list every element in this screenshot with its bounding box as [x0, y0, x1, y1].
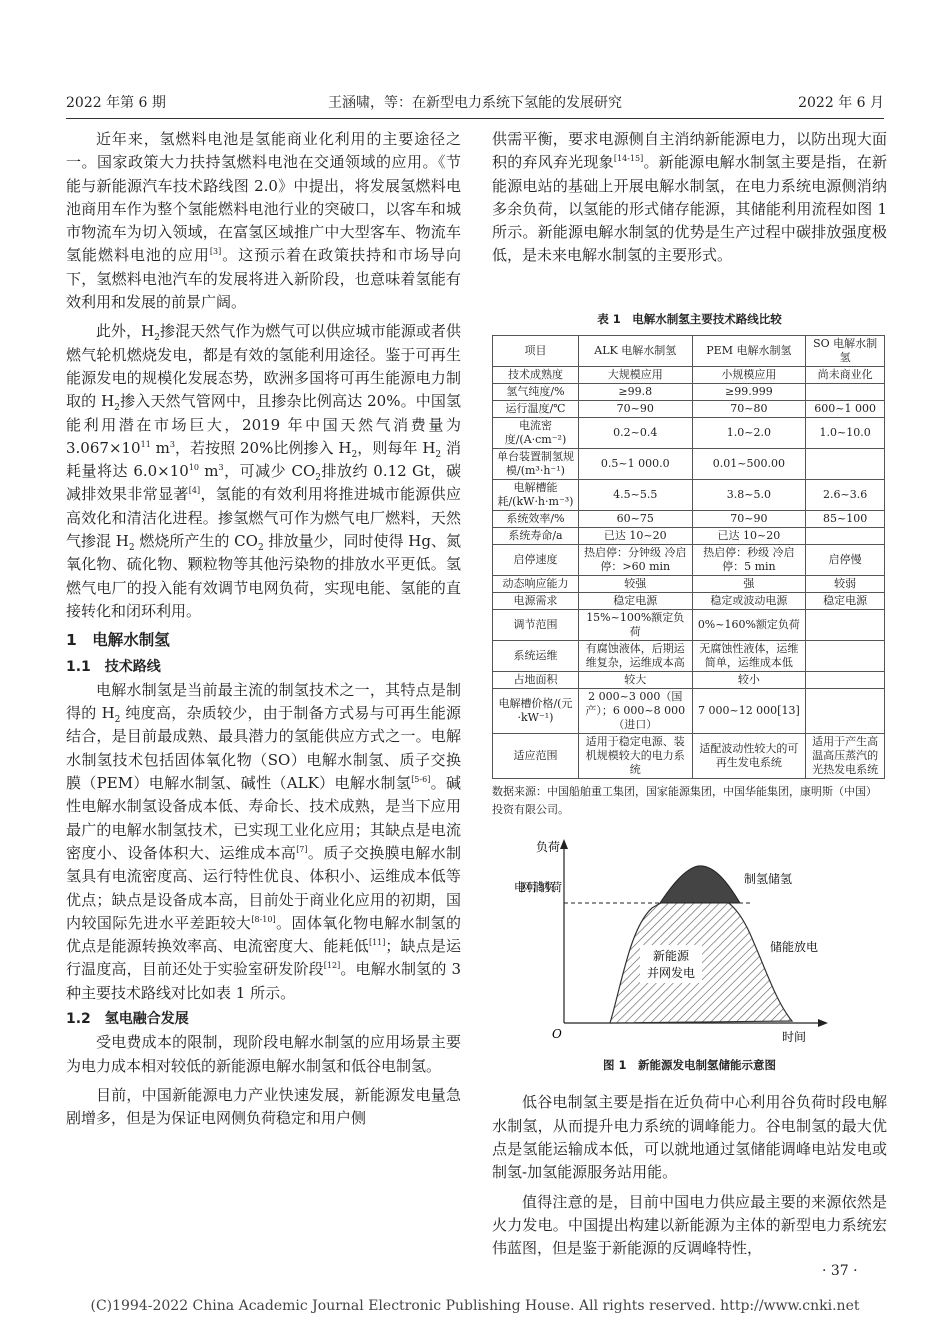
table-cell: 稳定或波动电源 [692, 593, 806, 610]
table-row [493, 511, 885, 528]
section-heading: 1 电解水制氢 [66, 631, 170, 650]
table-cell: 技术成熟度 [493, 367, 579, 384]
table-cell: 氢气纯度/% [493, 384, 579, 401]
table-cell: 小规模应用 [692, 367, 806, 384]
table-row [493, 418, 885, 449]
table-cell: 动态响应能力 [493, 576, 579, 593]
table-cell: 适用于稳定电源、装机规模较大的电力系统 [578, 734, 692, 779]
table-cell: 60~75 [578, 511, 692, 528]
table-cell [806, 449, 885, 480]
table-cell: 已达 10~20 [692, 528, 806, 545]
paragraph: 此外，$H_2$掺混天然气作为燃气可以供应城市能源或者供燃气轮机燃烧发电，都是有效的氢能利用途径。鉴于可再生能源发电的规模化发展态势，欧洲多国将可再生能源电力制取的 $H_2$掺入天然气管网中，且掺杂比例高达 20%。中国氢能利用潜在市场巨大，2019 年中国天然气消费量为 $3.067\times 10^{11}$ $m^3$，若按照 20%比例掺入 $H_2$，则每年 $H_2$ 消耗量将达 $6.0\times 10^{10}$ $m^3$，可减少 $CO_2$排放约 0.12 Gt，碳减排效果非常显著[4]，氢能的有效利用将推进城市能源供应高效化和清洁化进程。掺氢燃气可作为燃气电厂燃料，天然气掺混 $H_2$ 燃烧所产生的 $CO_2$ 排放量少，同时使得 Hg、氮氧化物、硫化物、颗粒物等其他污染物的排放水平更低。氢燃气电厂的投入能有效调节电网负荷，实现电能、氢能的直接转化和闭环利用。 [66, 322, 462, 620]
table-row [493, 449, 885, 480]
copyright-footer: (C)1994-2022 China Academic Journal Electronic Publishing House. All rights reserved. http://www.cnki.net [90, 1298, 860, 1314]
table-header-cell: ALK 电解水制氢 [578, 336, 692, 367]
table-row [493, 545, 885, 576]
generation-label-line1: 新能源 [652, 949, 690, 964]
paragraph: 电解水制氢是当前最主流的制氢技术之一，其特点是制得的 $H_2$ 纯度高，杂质较少，由于制备方式易与可再生能源结合，是目前最成熟、最具潜力的氢能供应方式之一。电解水制氢技术包括固体氧化物（SO）电解水制氢、质子交换膜（PEM）电解水制氢、碱性（ALK）电解水制氢[5-6]。碱性电解水制氢设备成本低、寿命长、技术成熟，是当下应用最广的电解水制氢技术，已实现工业化应用；其缺点是电流密度小、设备体积大、运维成本高[7]。质子交换膜电解水制氢具有电流密度高、运行特性优良、体积小、运维成本低等优点；缺点是设备成本高，目前处于商业化应用的初期，国内较国际先进水平差距较大[8-10]。固体氧化物电解水制氢的优点是能源转换效率高、电流密度大、能耗低[11]；缺点是运行温度高，目前还处于实验室研发阶段[12]。电解水制氢的 3 种主要技术路线对比如表 1 所示。 [66, 680, 461, 1002]
table-cell: 稳定电源 [578, 593, 692, 610]
table-cell: 系统寿命/a [493, 528, 579, 545]
header-date: 2022 年 6 月 [798, 95, 884, 111]
y-axis-arrow-icon [560, 839, 568, 849]
table-cell: 较强 [578, 576, 692, 593]
table-cell: 85~100 [806, 511, 885, 528]
table-row [493, 480, 885, 511]
table-cell: ≥99.8 [578, 384, 692, 401]
page-number: · 37 · [822, 1263, 858, 1279]
table-row [493, 367, 885, 384]
table-row [493, 734, 885, 779]
table-cell: 600~1 000 [806, 401, 885, 418]
table-cell: 适应范围 [493, 734, 579, 779]
table-cell: 3.8~5.0 [692, 480, 806, 511]
table-cell: 调节范围 [493, 610, 579, 641]
table-row [493, 593, 885, 610]
table-cell: ≥99.999 [692, 384, 806, 401]
paragraph: 供需平衡，要求电源侧自主消纳新能源电力，以防出现大面积的弃风弃光现象[14-15]。新能源电解水制氢主要是指，在新能源电站的基础上开展电解水制氢，在电力系统电源侧消纳多余负荷，以氢能的形式储存能源，其储能利用流程如图 1 所示。新能源电解水制氢的优势是生产过程中碳排放强度极低，是未来电解水制氢的主要形式。 [492, 130, 887, 265]
table-cell: 适配波动性较大的可再生发电系统 [692, 734, 806, 779]
table-cell: 0.01~500.00 [692, 449, 806, 480]
paragraph: 值得注意的是，目前中国电力供应最主要的来源依然是火力发电。中国提出构建以新能源为主体的新型电力系统宏伟蓝图，但是鉴于新能源的反调峰特性， [492, 1192, 887, 1258]
table-cell: 1.0~2.0 [692, 418, 806, 449]
origin-label: O [552, 1027, 562, 1042]
table-cell: 单台装置制氢规模/(m³·h⁻¹) [493, 449, 579, 480]
table-cell [806, 641, 885, 672]
table-cell: 无腐蚀性液体，运维简单，运维成本低 [692, 641, 806, 672]
generation-label-line2: 并网发电 [646, 966, 696, 981]
grid-label: 电网可消纳负荷 [514, 880, 562, 895]
production-label: 制氢储氢 [744, 872, 793, 887]
table-cell: 热启停：分钟级 冷启停：>60 min [578, 545, 692, 576]
table-header-cell: PEM 电解水制氢 [692, 336, 806, 367]
paragraph: 受电费成本的限制，现阶段电解水制氢的应用场景主要为电力成本相对较低的新能源电解水制氢和低谷电制氢。 [66, 1033, 461, 1075]
table-cell: 占地面积 [493, 672, 579, 689]
figure-caption: 图 1 新能源发电制氢储能示意图 [602, 1058, 776, 1073]
x-axis-label: 时间 [782, 1030, 807, 1045]
table-cell: 较大 [578, 672, 692, 689]
table-cell: 电流密度/(A·cm⁻²) [493, 418, 579, 449]
table-cell: 启停速度 [493, 545, 579, 576]
table-cell: 2.6~3.6 [806, 480, 885, 511]
table-row [493, 610, 885, 641]
table-header-cell: SO 电解水制氢 [806, 336, 885, 367]
table-cell [806, 610, 885, 641]
table-cell: 电解槽能耗/(kW·h·m⁻³) [493, 480, 579, 511]
table-cell: 适用于产生高温高压蒸汽的光热发电系统 [806, 734, 885, 779]
table-cell: 启停慢 [806, 545, 885, 576]
figure-1-diagram [492, 833, 887, 1048]
table-cell: 强 [692, 576, 806, 593]
right-column [492, 128, 887, 1260]
table-cell: 稳定电源 [806, 593, 885, 610]
table-cell: 0.5~1 000.0 [578, 449, 692, 480]
table-source: 数据来源：中国船舶重工集团，国家能源集团，中国华能集团，康明斯（中国）投资有限公司。 [492, 785, 877, 817]
table-cell: 热启停：秒级 冷启停：5 min [692, 545, 806, 576]
table-cell [806, 384, 885, 401]
table-cell: 7 000~12 000[13] [692, 689, 806, 734]
table-cell: 0%~160%额定负荷 [692, 610, 806, 641]
table-cell: 70~90 [692, 511, 806, 528]
table-cell: 有腐蚀液体，后期运维复杂，运维成本高 [578, 641, 692, 672]
table-row [493, 689, 885, 734]
x-axis-arrow-icon [818, 1019, 828, 1027]
table-cell: 4.5~5.5 [578, 480, 692, 511]
table-row [493, 401, 885, 418]
table-cell: 大规模应用 [578, 367, 692, 384]
table-cell [806, 689, 885, 734]
table-cell: 已达 10~20 [578, 528, 692, 545]
table-cell: 1.0~10.0 [806, 418, 885, 449]
table-row [493, 528, 885, 545]
table-cell: 系统效率/% [493, 511, 579, 528]
table-row [493, 576, 885, 593]
y-axis-label: 负荷 [536, 840, 561, 855]
table-cell: 电解槽价格/(元·kW⁻¹) [493, 689, 579, 734]
storage-discharge-label: 储能放电 [770, 940, 819, 955]
table-caption: 表 1 电解水制氢主要技术路线比较 [597, 311, 782, 326]
table-cell: 70~90 [578, 401, 692, 418]
header-rule [66, 118, 884, 119]
comparison-table [492, 335, 885, 779]
paragraph: 近年来，氢燃料电池是氢能商业化利用的主要途径之一。国家政策大力扶持氢燃料电池在交通领域的应用。《节能与新能源汽车技术路线图 2.0》中提出，将发展氢燃料电池商用车作为整个氢能燃料电池行业的突破口，以客车和城市物流车为切入领域，在富氢区域推广中大型客车、物流车氢能燃料电池的应用[3]。这预示着在政策扶持和市场导向下，氢燃料电池汽车的发展将进入新阶段，也意味着氢能有效利用和发展的前景广阔。 [66, 130, 461, 312]
paragraph: 目前，中国新能源电力产业快速发展，新能源发电量急剧增多，但是为保证电网侧负荷稳定和用户侧 [66, 1085, 461, 1128]
paragraph: 低谷电制氢主要是指在近负荷中心利用谷负荷时段电解水制氢，从而提升电力系统的调峰能力。谷电制氢的最大优点是氢能运输成本低，可以就地通过氢储能调峰电站发电或制氢-加氢能源服务站用能。 [492, 1093, 887, 1182]
left-column [66, 128, 461, 1130]
table-cell: 70~80 [692, 401, 806, 418]
running-title: 王涵啸，等：在新型电力系统下氢能的发展研究 [328, 95, 622, 111]
table-header-cell: 项目 [493, 336, 579, 367]
table-cell: 2 000~3 000（国产）；6 000~8 000（进口） [578, 689, 692, 734]
table-row [493, 672, 885, 689]
journal-issue: 2022 年第 6 期 [66, 95, 166, 111]
table-row [493, 384, 885, 401]
table-cell: 系统运维 [493, 641, 579, 672]
table-row [493, 641, 885, 672]
subsection-heading: 1.2 氢电融合发展 [66, 1010, 189, 1027]
table-cell: 15%~100%额定负荷 [578, 610, 692, 641]
table-cell: 较小 [692, 672, 806, 689]
table-cell [806, 528, 885, 545]
subsection-heading: 1.1 技术路线 [66, 658, 161, 675]
table-cell: 电源需求 [493, 593, 579, 610]
table-cell: 尚未商业化 [806, 367, 885, 384]
table-cell [806, 672, 885, 689]
table-cell: 较弱 [806, 576, 885, 593]
table-cell: 运行温度/℃ [493, 401, 579, 418]
hydrogen-production-area [660, 866, 740, 903]
table-cell: 0.2~0.4 [578, 418, 692, 449]
